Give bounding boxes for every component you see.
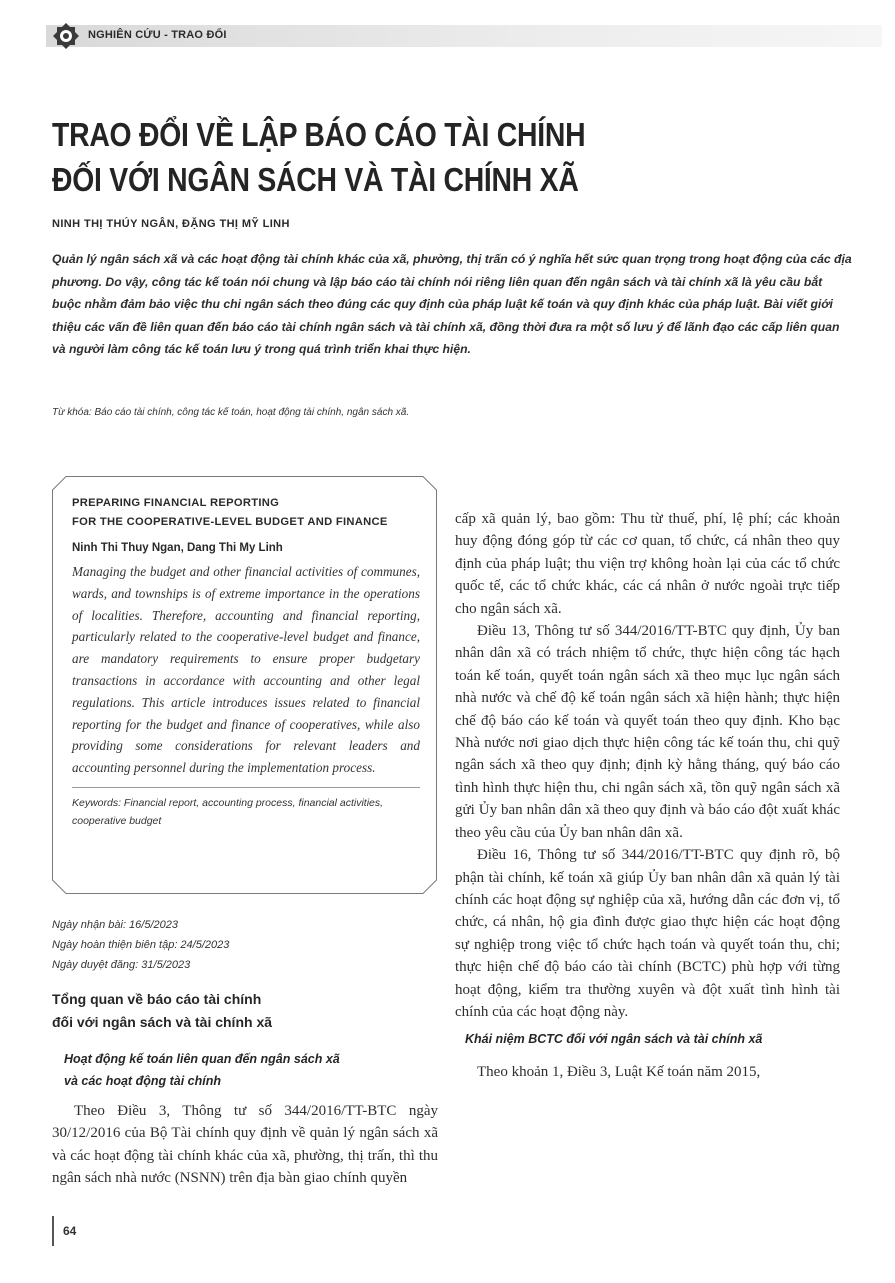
article-authors: NINH THỊ THÚY NGÂN, ĐẶNG THỊ MỸ LINH: [52, 218, 290, 230]
page-number: 64: [63, 1224, 77, 1238]
english-title-line-1: PREPARING FINANCIAL REPORTING: [72, 497, 280, 509]
right-column: [455, 508, 840, 1084]
title-line-1: TRAO ĐỔI VỀ LẬP BÁO CÁO TÀI CHÍNH: [52, 116, 586, 153]
section-heading: [52, 988, 437, 1034]
body-paragraph-luat-ke-toan: Theo khoản 1, Điều 3, Luật Kế toán năm 2015,: [477, 1064, 761, 1081]
english-abstract-box: [52, 476, 437, 894]
english-authors: Ninh Thi Thuy Ngan, Dang Thi My Linh: [72, 542, 283, 554]
english-title: [72, 494, 420, 532]
page-number-rule: [52, 1216, 54, 1246]
body-paragraph-left: Theo Điều 3, Thông tư số 344/2016/TT-BTC ngày 30/12/2016 của Bộ Tài chính quy định về quản lý ngân sách xã và các hoạt động tài chính khác của xã, phường, thị trấn, thì thu ngân sách nhà nước (NSNN) trên địa bàn giao chính quyền: [52, 1103, 438, 1187]
abstract-vietnamese: Quản lý ngân sách xã và các hoạt động tài chính khác của xã, phường, thị trấn có ý nghĩa hết sức quan trọng trong hoạt động của các địa phương. Do vậy, công tác kế toán nói chung và lập báo cáo tài chính nói riêng liên quan đến ngân sách và tài chính xã là yêu cầu bắt buộc nhằm đảm bảo việc thu chi ngân sách theo đúng các quy định của pháp luật kế toán và quy định khác của pháp luật. Bài viết giới thiệu các vấn đề liên quan đến báo cáo tài chính ngân sách và tài chính xã, đồng thời đưa ra một số lưu ý để lãnh đạo các cấp liên quan và người làm công tác kế toán lưu ý trong quá trình triển khai thực hiện.: [52, 252, 852, 357]
date-approved: Ngày duyệt đăng: 31/5/2023: [52, 959, 191, 971]
journal-logo-icon: [52, 22, 80, 50]
body-paragraph-dieu-13: Điều 13, Thông tư số 344/2016/TT-BTC quy định, Ủy ban nhân dân xã có trách nhiệm tổ chức, thực hiện công tác hạch toán kế toán, quyết toán ngân sách xã theo mục lục ngân sách nhà nước và chế độ kế toán ngân sách xã hiện hành; thực hiện chế độ báo cáo kế toán và quyết toán theo quy định. Kho bạc Nhà nước nơi giao dịch thực hiện công tác kế toán thu, chi quỹ ngân sách xã theo quy định; định kỳ hằng tháng, quý báo cáo tình hình thực hiện thu, chi ngân sách xã, tồn quỹ ngân sách xã gửi Ủy ban nhân dân xã theo quy định và báo cáo đột xuất khác theo yêu cầu của Ủy ban nhân dân xã.: [455, 623, 840, 841]
subsection-heading-line-1: Hoạt động kế toán liên quan đến ngân sách xã: [64, 1052, 340, 1066]
english-abstract: Managing the budget and other financial activities of communes, wards, and townships is of extreme importance in the operations of localities. Therefore, accounting and financial reporting, particularly related to the cooperative-level budget and finance, are mandatory requirements to ensure proper budgetary transactions in accordance with accounting and other legal regulations. This article introduces issues related to financial reporting for the budget and finance of cooperatives, while also providing some considerations for relevant leaders and accounting personnel during the implementation process.: [72, 564, 420, 776]
keywords-vietnamese: Từ khóa: Báo cáo tài chính, công tác kế toán, hoạt động tài chính, ngân sách xã.: [52, 407, 410, 418]
section-heading-line-2: đối với ngân sách và tài chính xã: [52, 1014, 273, 1030]
section-heading-line-1: Tổng quan về báo cáo tài chính: [52, 991, 262, 1007]
english-keywords: Keywords: Financial report, accounting process, financial activities, cooperative budget: [72, 796, 384, 827]
article-dates: [52, 915, 229, 975]
section-label: NGHIÊN CỨU - TRAO ĐỔI: [88, 29, 227, 41]
subsection-heading-bctc: Khái niệm BCTC đối với ngân sách và tài chính xã: [465, 1032, 763, 1047]
english-title-line-2: FOR THE COOPERATIVE-LEVEL BUDGET AND FINANCE: [72, 516, 388, 528]
subsection-heading: [64, 1048, 439, 1092]
date-received: Ngày nhận bài: 16/5/2023: [52, 919, 178, 931]
date-revised: Ngày hoàn thiện biên tập: 24/5/2023: [52, 939, 230, 951]
english-box-divider: [72, 787, 420, 788]
body-paragraph-dieu-16: Điều 16, Thông tư số 344/2016/TT-BTC quy định rõ, bộ phận tài chính, kế toán xã giúp Ủy ban nhân dân xã quản lý tài chính các hoạt động sự nghiệp của xã, hướng dẫn các đơn vị, tổ chức, cá nhân, hộ gia đình được giao thực hiện các hoạt động sự nghiệp trong việc tổ chức hạch toán và quyết toán thu, chi; thực hiện chế độ báo cáo tài chính (BCTC) phù hợp với từng hoạt động, kiểm tra thường xuyên và đột xuất tình hình tài chính của các hoạt động này.: [455, 847, 840, 1020]
subsection-heading-line-2: và các hoạt động tài chính: [64, 1074, 221, 1088]
title-line-2: ĐỐI VỚI NGÂN SÁCH VÀ TÀI CHÍNH XÃ: [52, 161, 579, 198]
article-title: [52, 112, 706, 202]
body-paragraph-continuation: cấp xã quản lý, bao gồm: Thu từ thuế, phí, lệ phí; các khoản huy động đóng góp từ các cơ quan, tổ chức, cá nhân theo quy định của pháp luật; thu viện trợ không hoàn lại của các tổ chức quốc tế, các tổ chức khác, các cá nhân ở nước ngoài trực tiếp cho ngân sách xã.: [455, 511, 840, 617]
